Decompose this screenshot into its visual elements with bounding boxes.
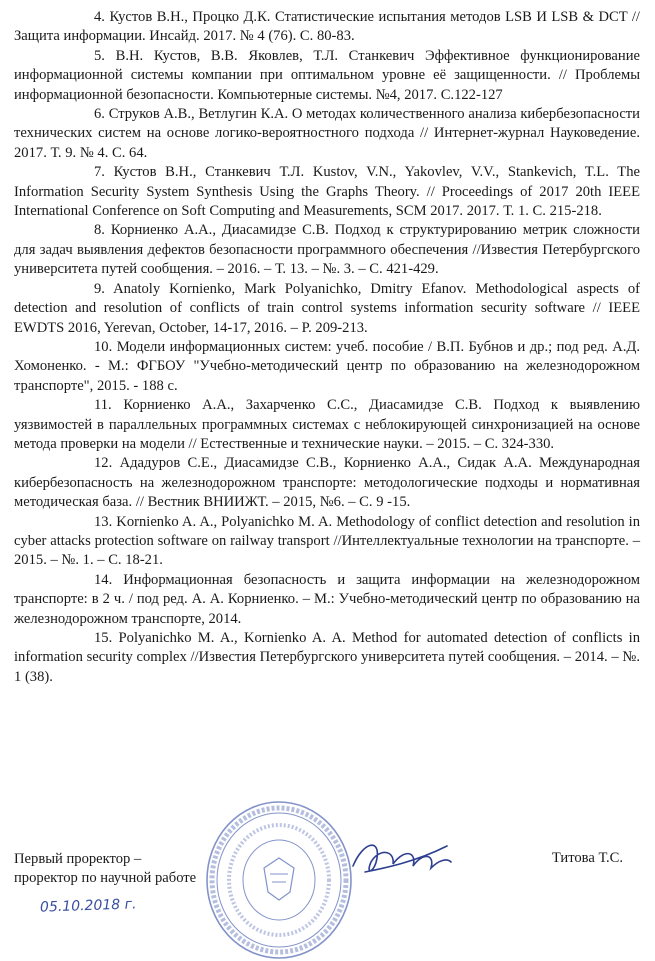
- position-line-1: Первый проректор –: [14, 851, 142, 867]
- signatory-name: Титова Т.С.: [551, 850, 623, 866]
- reference-item: 11. Корниенко А.А., Захарченко С.С., Диасамидзе С.В. Подход к выявлению уязвимостей в параллельных программных системах с неблокирующей синхронизацией на основе метода проверки на модели // Естественные и технические науки. – 2015. – С. 324-330.: [14, 397, 640, 452]
- reference-item: 7. Кустов В.Н., Станкевич Т.Л. Kustov, V.N., Yakovlev, V.V., Stankevich, T.L. The Information Security System Synthesis Using the Graphs Theory. // Proceedings of 2017 20th IEEE International Conference on Soft Computing and Measurements, SCM 2017. 2017. Т. 1. С. 215-218.: [14, 164, 640, 220]
- reference-item: 10. Модели информационных систем: учеб. пособие / В.П. Бубнов и др.; под ред. А.Д. Хомоненко. - М.: ФГБОУ "Учебно-методический центр по образованию на железнодорожном транспорте", 2015. - 188 с.: [14, 338, 640, 394]
- reference-item: 12. Ададуров С.Е., Диасамидзе С.В., Корниенко А.А., Сидак А.А. Международная кибербезопасность на железнодорожном транспорте: методологические подходы и нормативная методическая база. // Вестник ВНИИЖТ. – 2015, №6. – С. 9 -15.: [14, 455, 640, 511]
- reference-item: 4. Кустов В.Н., Процко Д.К. Статистические испытания методов LSB И LSB & DCT // Защита информации. Инсайд. 2017. № 4 (76). С. 80-83.: [14, 9, 640, 45]
- reference-item: 6. Струков А.В., Ветлугин К.А. О методах количественного анализа кибербезопасности технических систем на основе логико-вероятностного подхода // Интернет-журнал Науковедение. 2017. Т. 9. № 4. С. 64.: [14, 106, 640, 161]
- reference-item: 5. В.Н. Кустов, В.В. Яковлев, Т.Л. Станкевич Эффективное функционирование информационной системы компании при оптимальном уровне её защищенности. // Проблемы информационной безопасности. Компьютерные системы. №4, 2017. С.122-127: [14, 47, 640, 103]
- references-list: [14, 8, 640, 687]
- signatory-position: [14, 850, 196, 889]
- reference-item: 14. Информационная безопасность и защита информации на железнодорожном транспорте: в 2 ч. / под ред. А. А. Корниенко. – М.: Учебно-методический центр по образованию на железнодорожном транспорте, 2014.: [14, 571, 640, 627]
- handwritten-signature-icon: [335, 832, 455, 887]
- reference-item: 9. Anatoly Kornienko, Mark Polyanichko, Dmitry Efanov. Methodological aspects of detection and resolution of conflicts of train control systems information security software // IEEE EWDTS 2016, Yerevan, October, 14-17, 2016. – P. 209-213.: [14, 280, 641, 336]
- official-seal-icon: [204, 800, 354, 961]
- handwritten-date: 05.10.2018 г.: [39, 896, 137, 916]
- reference-item: 15. Polyanichko M. A., Kornienko A. A. Method for automated detection of conflicts in information security complex //Известия Петербургского университета путей сообщения. – 2014. – №. 1 (38).: [14, 630, 640, 685]
- position-line-2: проректор по научной работе: [14, 870, 197, 887]
- reference-item: 8. Корниенко А.А., Диасамидзе С.В. Подход к структурированию метрик сложности для задач выявления дефектов безопасности программного обеспечения //Известия Петербургского университета путей сообщения. – 2016. – Т. 13. – №. 3. – С. 421-429.: [14, 222, 640, 278]
- reference-item: 13. Kornienko A. A., Polyanichko M. A. Methodology of conflict detection and resolution in cyber attacks protection software on railway transport //Интеллектуальные технологии на транспорте. – 2015. – №. 1. – С. 18-21.: [14, 513, 640, 569]
